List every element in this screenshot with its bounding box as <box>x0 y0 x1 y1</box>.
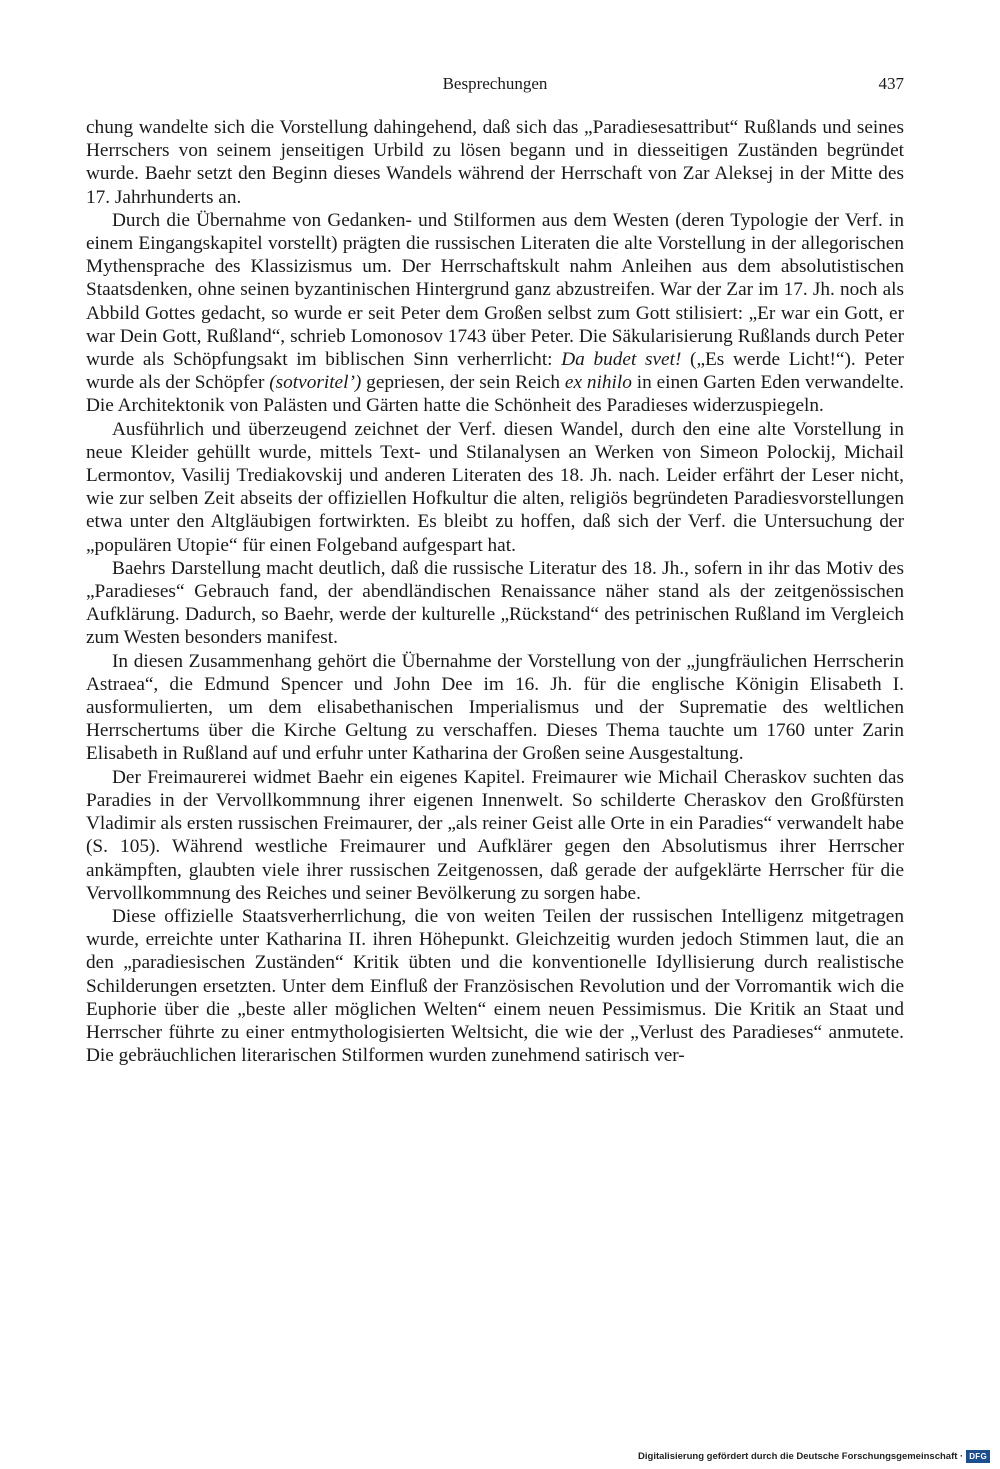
paragraph-4 <box>86 557 904 650</box>
paragraph-text: gepriesen, der sein Reich <box>361 372 565 394</box>
paragraph-1 <box>86 116 904 209</box>
running-head <box>86 70 904 98</box>
paragraph-text: Der Freimaurerei widmet Baehr ein eigenes Kapitel. Freimaurer wie Michail Cheraskov suchten das Paradies in der Vervollkommnung ihrer eigenen Innenwelt. So schilderte Cheraskov den Großfürsten Vladimir als ersten russischen Freimaurer, der „als reiner Geist alle Orte in ein Paradies“ verwandelt habe (S. 105). Während westliche Freimaurer und Aufklärer gegen den Absolutismus ihrer Herrscher ankämpften, glaubten viele ihrer russischen Zeitgenossen, daß gerade der aufgeklärte Herrscher für die Vervollkommnung des Reiches und seiner Bevölkerung zu sorgen habe. <box>86 766 904 904</box>
running-title: Besprechungen <box>442 74 548 93</box>
paragraph-text: In diesen Zusammenhang gehört die Übernahme der Vorstellung von der „jungfräulichen Herrscherin Astraea“, die Edmund Spencer und John Dee im 16. Jh. für die englische Königin Elisabeth I. ausformulierten, um dem elisabethanischen Imperialismus und der Suprematie des weltlichen Herrschertums über die Kirche Geltung zu verschaffen. Dieses Thema tauchte um 1760 unter Zarin Elisabeth in Rußland auf und erfuhr unter Katharina der Großen seine Ausgestaltung. <box>86 650 904 765</box>
paragraph-2 <box>86 209 904 418</box>
paragraph-text: Durch die Übernahme von Gedanken- und Stilformen aus dem Westen (deren Typologie der Verf. in einem Eingangskapitel vorstellt) prägten die russischen Literaten die alte Vorstellung in der allegorischen Mythensprache des Klassizismus um. Der Herrschaftskult nahm Anleihen aus dem absolutistischen Staatsdenken, ohne seinen byzantinischen Hintergrund ganz abzustreifen. War der Zar im 17. Jh. noch als Abbild Gottes gedacht, so wurde er seit Peter dem Großen selbst zum Gott stilisiert: „Er war ein Gott, er war Dein Gott, Rußland“, schrieb Lomonosov 1743 über Peter. Die Säkularisierung Rußlands durch Peter wurde als Schöpfungsakt im biblischen Sinn verherrlicht: <box>86 209 904 371</box>
paragraph-6 <box>86 766 904 905</box>
italic-term-sotvoritel: (sotvoritel’) <box>269 372 362 394</box>
paragraph-3 <box>86 418 904 557</box>
paragraph-text: Ausführlich und überzeugend zeichnet der Verf. diesen Wandel, durch den eine alte Vorstellung in neue Kleider gehüllt wurde, mittels Text- und Stilanalysen an Werken von Simeon Polockij, Michail Lermontov, Vasilij Trediakovskij und anderen Literaten des 18. Jh. nach. Leider erfährt der Leser nicht, wie zur selben Zeit abseits der offiziellen Hofkultur die alten, religiös begründeten Paradiesvorstellungen etwa unter den Altgläubigen fortwirkten. Es bleibt zu hoffen, daß sich der Verf. die Untersuchung der „populären Utopie“ für einen Folgeband aufgespart hat. <box>86 418 904 556</box>
paragraph-7 <box>86 905 904 1067</box>
italic-term-ex-nihilo: ex nihilo <box>564 372 632 394</box>
paragraph-5 <box>86 650 904 766</box>
paragraph-text: in einen Garten Eden verwandelte. Die Architektonik von Palästen und Gärten hatte die Schönheit des Paradieses widerzuspiegeln. <box>86 372 904 417</box>
paragraph-text: chung wandelte sich die Vorstellung dahingehend, daß sich das „Paradiesesattribut“ Rußlands und seines Herrschers von seinem jenseitigen Urbild zu lösen begann und in diesseitigen Zuständen begründet wurde. Baehr setzt den Beginn dieses Wandels während der Herrschaft von Zar Aleksej in der Mitte des 17. Jahrhunderts an. <box>86 117 904 208</box>
footer-text: Digitalisierung gefördert durch die Deutsche Forschungsgemeinschaft · <box>638 1450 964 1462</box>
digitization-footer <box>638 1449 990 1463</box>
paragraph-text: („Es werde Licht!“). Peter wurde als der Schöpfer <box>86 349 904 394</box>
paragraph-text: Baehrs Darstellung macht deutlich, daß die russische Literatur des 18. Jh., sofern in ihr das Motiv des „Paradieses“ Gebrauch fand, der abendländischen Renaissance näher stand als der zeitgenössischen Aufklärung. Dadurch, so Baehr, werde der kulturelle „Rückstand“ des petrinischen Rußland im Vergleich zum Westen besonders manifest. <box>86 557 904 649</box>
dfg-logo: DFG <box>966 1450 990 1463</box>
paragraph-text: Diese offizielle Staatsverherrlichung, die von weiten Teilen der russischen Intelligenz mitgetragen wurde, erreichte unter Katharina II. ihren Höhepunkt. Gleichzeitig wurden jedoch Stimmen laut, die an den „paradiesischen Zuständen“ Kritik übten und die konventionelle Idyllisierung durch realistische Schilderungen ersetzten. Unter dem Einfluß der Französischen Revolution und der Vorromantik wich die Euphorie über die „beste aller möglichen Welten“ einem neuen Pessimismus. Die Kritik an Staat und Herrscher führte zu einer entmythologisierten Weltsicht, die wie der „Verlust des Paradieses“ anmutete. Die gebräuchlichen literarischen Stilformen wurden zunehmend satirisch ver- <box>86 905 904 1067</box>
page-number: 437 <box>878 74 904 93</box>
italic-quote-da-budet-svet: Da budet svet! <box>561 349 682 371</box>
body-text <box>86 116 904 1067</box>
